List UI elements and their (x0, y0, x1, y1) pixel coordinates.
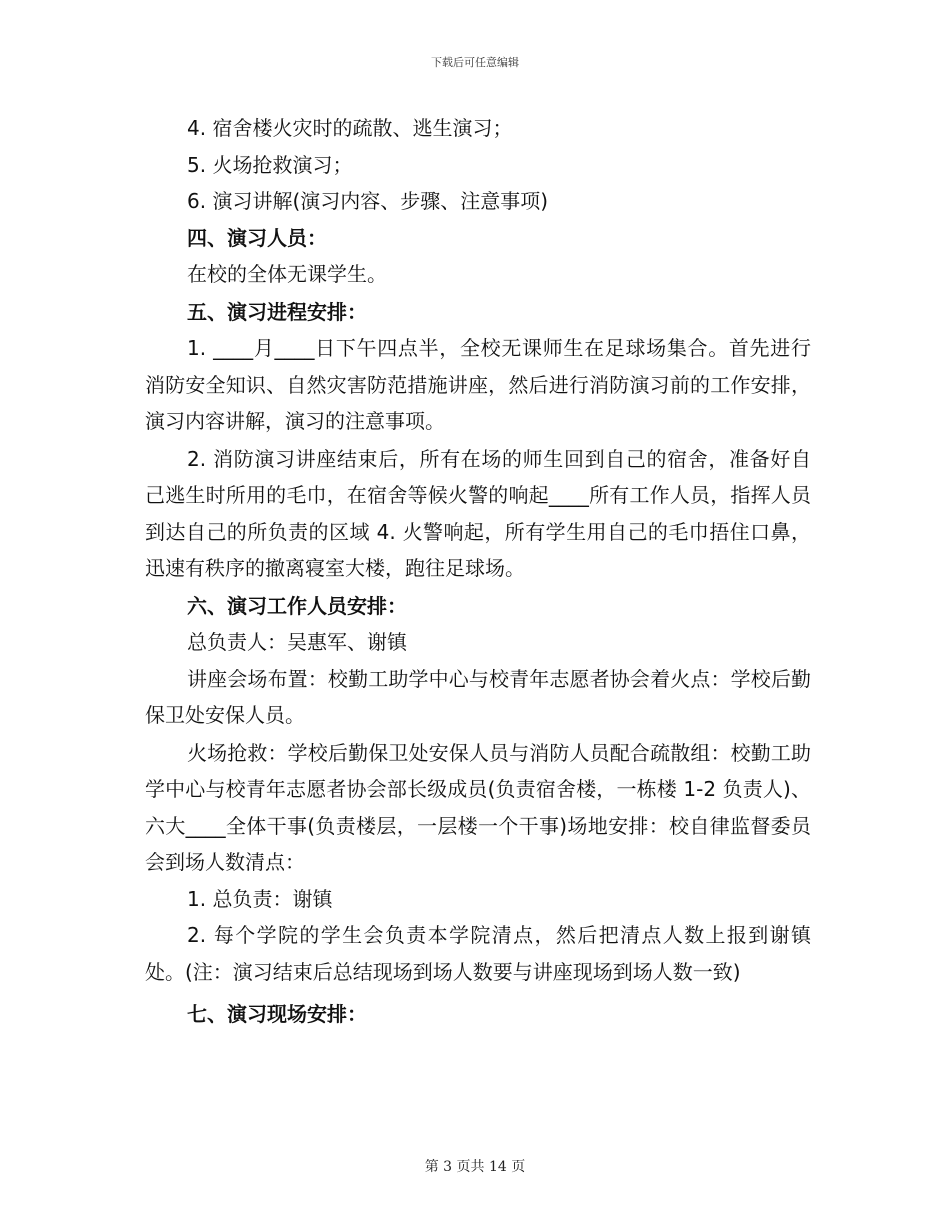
paragraph: 在校的全体无课学生。 (187, 262, 387, 286)
list-item-6: 6. 演习讲解(演习内容、步骤、注意事项) (187, 189, 549, 213)
paragraph: 2. 每个学院的学生会负责本学院清点，然后把清点人数上报到谢镇处。(注：演习结束后总结现场到场人数要与讲座现场到场人数一致) (145, 923, 811, 984)
paragraph: 1. 总负责：谢镇 (187, 886, 333, 911)
paragraph: 火场抢救：学校后勤保卫处安保人员与消防人员配合疏散组：校勤工助学中心与校青年志愿者协会部长级成员(负责宿舍楼，一栋楼 1-2 负责人)、六大____全体干事(负责楼层，一层楼一个干事)场地安排：校自律监督委员会到场人数清点： (145, 740, 811, 874)
paragraph: 讲座会场布置：校勤工助学中心与校青年志愿者协会着火点：学校后勤保卫处安保人员。 (145, 666, 811, 727)
section-heading-7: 七、演习现场安排： (187, 1002, 367, 1026)
section-heading-4: 四、演习人员： (187, 225, 327, 250)
document-body (145, 110, 811, 1033)
paragraph: 2. 消防演习讲座结束后，所有在场的师生回到自己的宿舍，准备好自己逃生时所用的毛巾，在宿舍等候火警的响起____所有工作人员，指挥人员到达自己的所负责的区域 4. 火警响起，所有学生用自己的毛巾捂住口鼻，迅速有秩序的撤离寝室大楼，跑往足球场。 (145, 446, 811, 580)
section-heading-5: 五、演习进程安排： (187, 299, 367, 324)
page-header: 下载后可任意编辑 (431, 56, 519, 69)
section-heading-6: 六、演习工作人员安排： (187, 593, 407, 618)
list-item-4: 4. 宿舍楼火灾时的疏散、逃生演习； (187, 116, 513, 140)
list-item-5: 5. 火场抢救演习； (187, 152, 353, 177)
paragraph: 总负责人：吴惠军、谢镇 (187, 630, 407, 654)
paragraph: 1. ____月____日下午四点半，全校无课师生在足球场集合。首先进行消防安全知识、自然灾害防范措施讲座，然后进行消防演习前的工作安排，演习内容讲解，演习的注意事项。 (145, 336, 811, 433)
page-footer: 第 3 页共 14 页 (424, 1159, 526, 1175)
